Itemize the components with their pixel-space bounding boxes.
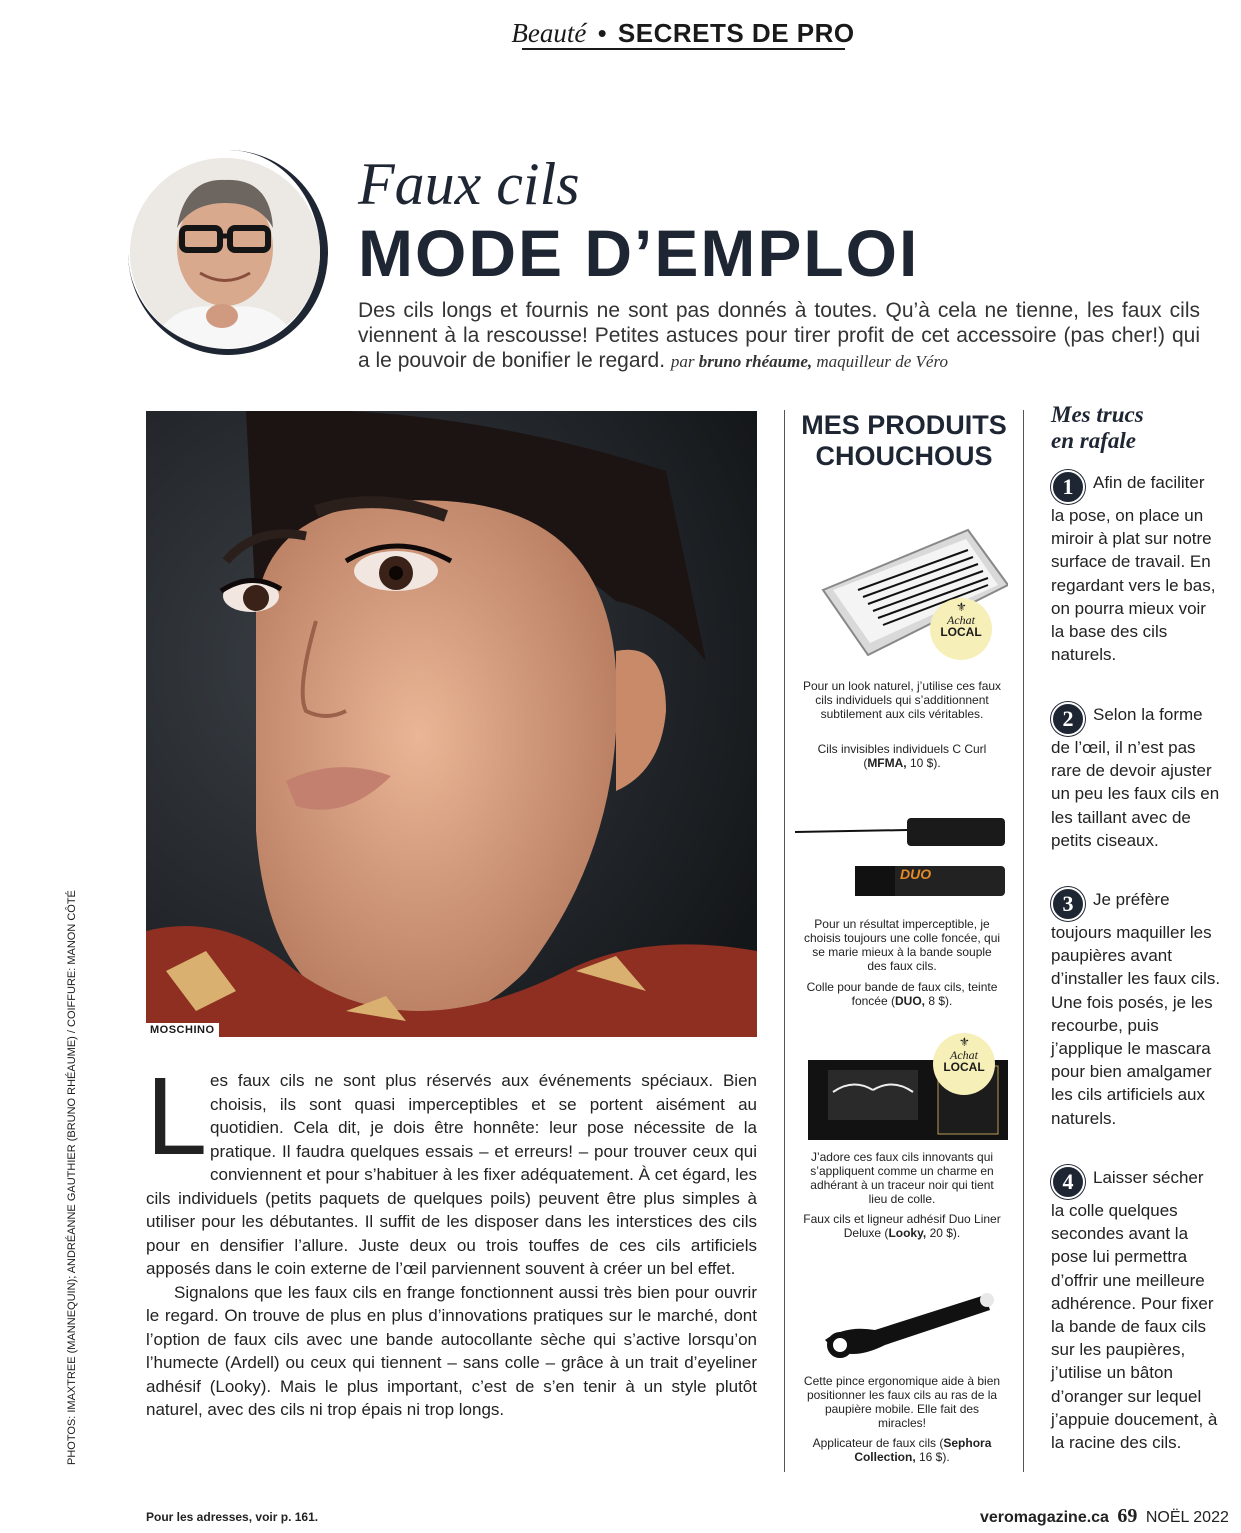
product-image-applicator [815,1280,995,1370]
column-divider [1023,410,1024,1472]
photo-credits: PHOTOS: IMAXTREE (MANNEQUIN); ANDRÉANNE GAUTHIER (BRUNO RHÉAUME) / COIFFURE: MANON CÔTÉ [66,890,78,1465]
footer-site: veromagazine.ca [980,1509,1109,1526]
duo-logo: DUO [900,866,932,882]
tip-item [1051,702,1221,852]
product-price: 20 $). [929,1226,961,1240]
section-header [0,18,1241,49]
tips-title-line2: en rafale [1051,428,1136,453]
article-kicker: Faux cils [358,151,580,217]
paragraph-2: Signalons que les faux cils en frange fonctionnent aussi très bien pour ouvrir le regard. On trouve de plus en plus d’innovations pratiques sur le marché, dont l’option de faux cils avec une bande autocollante sèche qui s’active lorsqu’on l’humecte (Ardell) ou ceux qui tiennent – sans colle – grâce à un trait d’eyeliner adhésif (Looky). Mais le plus important, c’est de s’en tenir à un style plutôt naturel, avec des cils ni trop épais ni trop longs. [146,1282,757,1419]
product-desc: J’adore ces faux cils innovants qui s’appliquent comme un charme en adhérant à un traceur noir qui tient lieu de colle. [810,1150,994,1206]
badge-bold: LOCAL [943,1060,985,1074]
fleur-de-lis-icon: ⚜ [956,600,967,614]
product-name-text: Faux cils et ligneur adhésif Duo Liner Deluxe [803,1212,1001,1240]
byline-prefix: par [670,352,695,371]
section-underline [522,48,845,50]
dropcap: L [146,1055,208,1178]
product-name: Colle pour bande de faux cils, teinte foncée (DUO, 8 $). [806,980,998,1008]
tip-text: Je préfère toujours maquiller les paupières avant d’installer les faux cils. Une fois posés, je les recourbe, puis j’applique le mascara pour bien amalgamer les cils artificiels aux naturels. [1051,890,1221,1128]
footer-addresses: Pour les adresses, voir p. 161. [146,1510,319,1524]
product-name: Cils invisibles individuels C Curl (MFMA, 10 $). [817,742,987,770]
tip-item [1051,1165,1221,1454]
column-divider [784,410,785,1472]
byline [671,352,948,371]
model-photo [146,411,757,1037]
byline-role: maquilleur de Véro [816,352,948,371]
product-brand: Looky, [888,1226,927,1240]
product-price: 10 $). [909,756,941,770]
badge-bold: LOCAL [940,625,982,639]
tip-number: 2 [1051,702,1085,736]
section-title: SECRETS DE PRO [617,18,855,48]
tip-number: 3 [1051,887,1085,921]
fleur-de-lis-icon: ⚜ [959,1035,970,1049]
article-body [146,1055,757,1422]
deck-text: Des cils longs et fournis ne sont pas donnés à toutes. Qu’à cela ne tienne, les faux cils viennent à la rescousse! Petites astuces pour tirer profit de cet accessoire (pas cher!) qui a le pouvoir de bonifier le regard. [358,299,1200,372]
page-number: 69 [1117,1505,1138,1527]
tips-title-line1: Mes trucs [1051,402,1144,427]
paragraph-1 [146,1055,757,1281]
tip-text: Selon la forme de l’œil, il n’est pas rare de devoir ajuster un peu les faux cils en les taillant avec de petits ciseaux. [1051,705,1220,850]
author-portrait [130,158,320,348]
article-deck [358,298,1200,374]
product-price: 8 $). [928,994,953,1008]
paragraph-1-text: es faux cils ne sont plus réservés aux événements spéciaux. Bien choisis, ils sont quasi imperceptibles et se portent aisément au quotidien. Cela dit, je dois être honnête: leur pose nécessite de la pratique. Il faudra quelques essais – et erreurs! – pour trouver ceux qui conviennent et pour s’habituer à les fixer adéquatement. À cet égard, les cils individuels (petits paquets de quelques poils) peuvent être plus simples à utiliser pour les débutantes. Il suffit de les disposer dans les interstices des cils pour en densifier l’allure. Juste deux ou trois touffes de ces cils artificiels apposés dans le coin externe de l’œil parviennent souvent à créer un bel effet. [146,1071,757,1278]
tip-number: 4 [1051,1165,1085,1199]
tip-text: Laisser sécher la colle quelques secondes avant la pose lui permettra d’offrir une meilleure adhérence. Pour fixer la bande de faux cils sur les paupières, j’utilise un bâton d’oranger sur lequel j’appuie doucement, à la racine des cils. [1051,1168,1218,1453]
product-image-glue [795,812,1010,902]
tip-text: Afin de faciliter la pose, on place un miroir à plat sur notre surface de travail. En regardant vers le bas, on pourra mieux voir la base des cils naturels. [1051,473,1216,665]
product-desc: Pour un résultat imperceptible, je choisis toujours une colle foncée, qui se marie mieux à la bande souple des faux cils. [803,917,1001,973]
product-desc: Cette pince ergonomique aide à bien positionner les faux cils au ras de la paupière mobile. Elle fait des miracles! [803,1374,1001,1430]
product-name-text: Applicateur de faux cils [812,1436,937,1450]
issue-label: NOËL 2022 [1145,1509,1229,1526]
product-desc: Pour un look naturel, j’utilise ces faux cils individuels qui s’additionnent subtilement aux cils véritables. [802,679,1002,721]
product-name-text: Colle pour bande de faux cils, teinte foncée [806,980,998,1008]
photo-caption: MOSCHINO [146,1023,219,1037]
section-separator: • [597,18,607,48]
local-purchase-badge [933,1033,995,1095]
product-brand: MFMA, [867,756,907,770]
product-brand: DUO, [895,994,925,1008]
product-brand: Sephora Collection, [854,1436,992,1464]
product-name: Faux cils et ligneur adhésif Duo Liner Deluxe (Looky, 20 $). [803,1212,1001,1240]
product-name: Applicateur de faux cils (Sephora Collection, 16 $). [812,1436,992,1464]
article-title: MODE D’EMPLOI [358,216,920,290]
section-label: Beauté [511,18,587,48]
product-price: 16 $). [919,1450,950,1464]
product-name-text: Cils invisibles individuels C Curl [817,742,987,756]
local-purchase-badge [930,598,992,660]
tip-item [1051,470,1221,666]
products-title: MES PRODUITS CHOUCHOUS [801,410,1007,471]
badge-italic: Achat [950,1048,978,1062]
tip-item [1051,887,1221,1130]
tips-title [1051,402,1144,454]
footer-folio [980,1505,1229,1528]
byline-author: bruno rhéaume, [698,352,813,371]
tip-number: 1 [1051,470,1085,504]
badge-italic: Achat [947,613,975,627]
